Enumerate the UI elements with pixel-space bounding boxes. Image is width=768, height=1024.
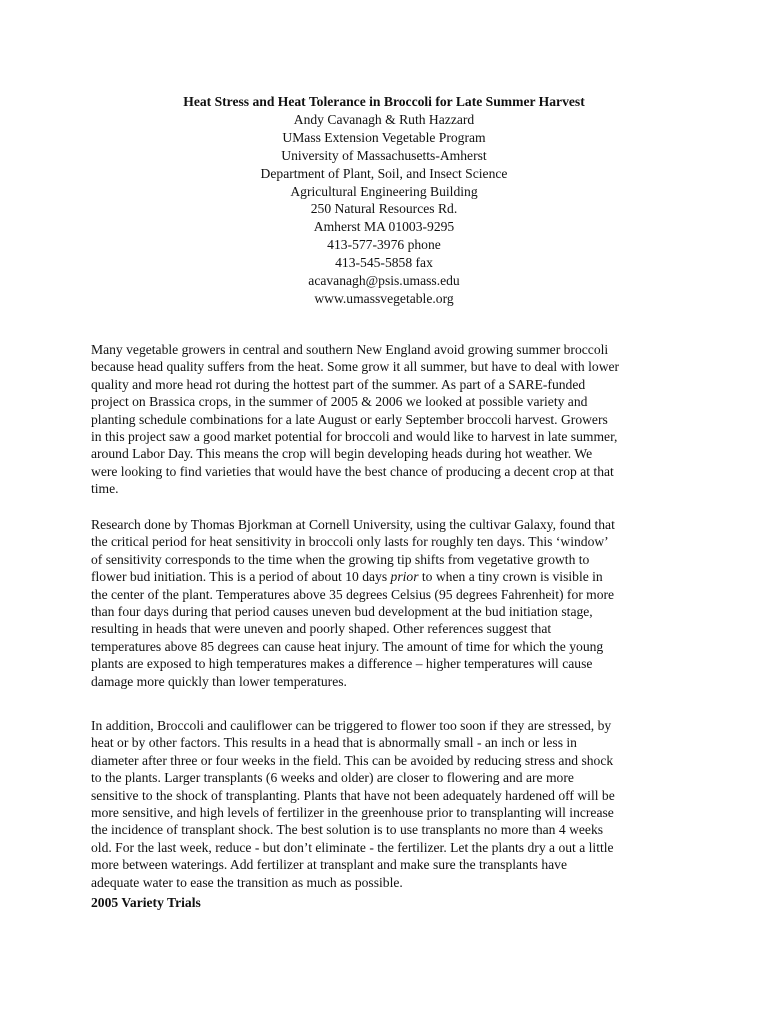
text-line: damage more quickly than lower temperatures. xyxy=(91,673,347,689)
text-line: plants are exposed to high temperatures makes a difference – higher temperatures will cause xyxy=(91,656,593,672)
text-line: temperatures above 85 degrees can cause heat injury. The amount of time for which the young xyxy=(91,638,604,654)
text-line: resulting in heads that were uneven and poorly shaped. Other references suggest that xyxy=(91,621,552,637)
text-line: diameter after three or four weeks in the field. This can be avoided by reducing stress and shock xyxy=(91,752,614,768)
street-address-line: 250 Natural Resources Rd. xyxy=(310,201,458,217)
text-line: time. xyxy=(91,481,119,497)
text-line: than four days during that period causes uneven bud development at the bud initiation stage, xyxy=(91,604,593,620)
city-state-zip-line: Amherst MA 01003-9295 xyxy=(313,219,455,235)
text-line: more between waterings. Add fertilizer at transplant and make sure the transplants have xyxy=(91,857,567,873)
text-segment: to when a tiny crown is visible in xyxy=(418,569,603,585)
text-line: in this project saw a good market potential for broccoli and would like to harvest in late summer, xyxy=(91,429,618,445)
department-line: Department of Plant, Soil, and Insect Science xyxy=(260,165,508,181)
website-line: www.umassvegetable.org xyxy=(314,290,454,306)
text-line: planting schedule combinations for a late August or early September broccoli harvest. Growers xyxy=(91,411,608,427)
building-line: Agricultural Engineering Building xyxy=(290,183,478,199)
paragraph-transplant-stress xyxy=(91,717,691,891)
text-line: were looking to find varieties that would have the best chance of producing a decent crop at that xyxy=(91,463,614,479)
paragraph-intro xyxy=(91,341,691,498)
university-line: University of Massachusetts-Amherst xyxy=(281,147,487,163)
program-line: UMass Extension Vegetable Program xyxy=(282,129,486,145)
text-line: the critical period for heat sensitivity in broccoli only lasts for roughly ten days. This ‘window’ xyxy=(91,534,609,550)
document-header xyxy=(90,93,678,308)
text-line: more sensitive, and high levels of fertilizer in the greenhouse prior to transplanting will increase xyxy=(91,805,614,821)
text-line: project on Brassica crops, in the summer of 2005 & 2006 we looked at possible variety and xyxy=(91,394,588,410)
text-line: Research done by Thomas Bjorkman at Cornell University, using the cultivar Galaxy, found that xyxy=(91,517,615,532)
text-line: old. For the last week, reduce - but don’t eliminate - the fertilizer. Let the plants dry a out a little xyxy=(91,839,614,855)
fax-line: 413-545-5858 fax xyxy=(335,255,433,271)
section-heading: 2005 Variety Trials xyxy=(91,895,201,910)
text-line: the incidence of transplant shock. The best solution is to use transplants no more than 4 weeks xyxy=(91,822,604,838)
emphasized-word: prior xyxy=(390,569,419,585)
text-line-with-emphasis xyxy=(91,568,691,585)
text-line: around Labor Day. This means the crop will begin developing heads during hot weather. We xyxy=(91,446,593,462)
text-line: the center of the plant. Temperatures above 35 degrees Celsius (95 degrees Fahrenheit) for more xyxy=(91,586,615,602)
text-line: quality and more head rot during the hottest part of the summer. As part of a SARE-funded xyxy=(91,376,586,392)
paragraph-research xyxy=(91,516,691,690)
text-line: heat or by other factors. This results in a head that is abnormally small - an inch or less in xyxy=(91,735,577,751)
document-title: Heat Stress and Heat Tolerance in Broccoli for Late Summer Harvest xyxy=(183,94,585,109)
email-line: acavanagh@psis.umass.edu xyxy=(308,273,460,289)
text-line: to the plants. Larger transplants (6 weeks and older) are closer to flowering and are more xyxy=(91,770,574,786)
author-line: Andy Cavanagh & Ruth Hazzard xyxy=(293,111,475,127)
text-segment: flower bud initiation. This is a period of about 10 days xyxy=(91,569,391,585)
phone-line: 413-577-3976 phone xyxy=(327,237,441,253)
text-line: adequate water to ease the transition as much as possible. xyxy=(91,874,403,890)
text-line: of sensitivity corresponds to the time when the growing tip shifts from vegetative growth to xyxy=(91,551,590,567)
text-line: Many vegetable growers in central and southern New England avoid growing summer broccoli xyxy=(91,342,609,357)
text-line: sensitive to the shock of transplanting. Plants that have not been adequately hardened off will be xyxy=(91,787,615,803)
text-line: because head quality suffers from the heat. Some grow it all summer, but have to deal with lower xyxy=(91,359,620,375)
text-line: In addition, Broccoli and cauliflower can be triggered to flower too soon if they are stressed, by xyxy=(91,718,612,733)
